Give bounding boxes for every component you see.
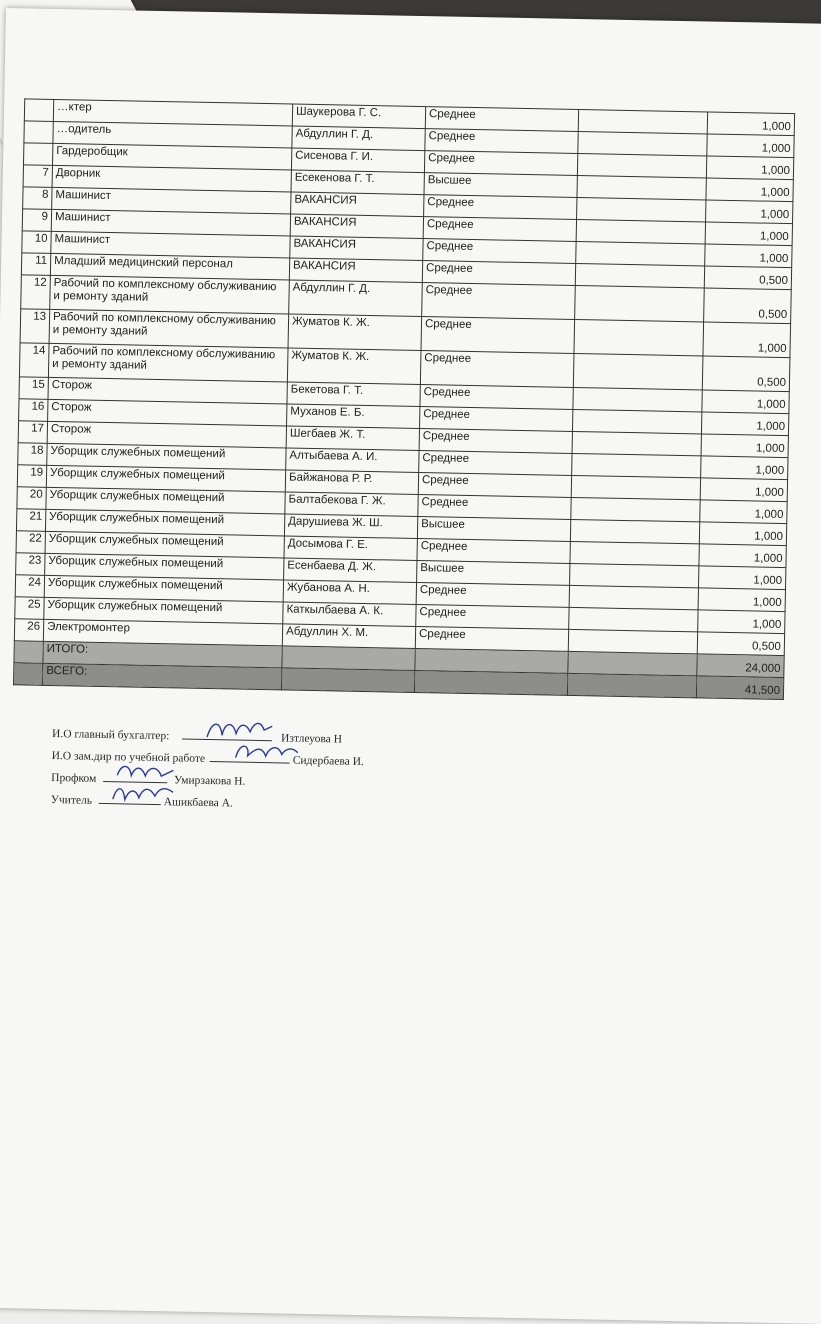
employee-name-cell: Муханов Е. Б. bbox=[287, 404, 420, 429]
education-cell: Среднее bbox=[422, 261, 575, 286]
row-number: 24 bbox=[15, 575, 44, 598]
position-cell: Уборщик служебных помещений bbox=[44, 575, 283, 602]
empty-cell bbox=[571, 497, 700, 521]
rate-cell: 1,000 bbox=[701, 456, 788, 480]
education-cell: Высшее bbox=[417, 560, 570, 585]
education-cell: Среднее bbox=[420, 407, 573, 432]
position-cell: Сторож bbox=[48, 399, 287, 426]
document-page bbox=[0, 8, 821, 1324]
empty-cell bbox=[572, 409, 701, 433]
row-number: 13 bbox=[20, 309, 50, 344]
vsego-empty-cell bbox=[567, 673, 696, 697]
education-cell: Высшее bbox=[424, 173, 577, 198]
employee-name-cell: Досымова Г. Е. bbox=[284, 536, 417, 561]
employee-name-cell: ВАКАНСИЯ bbox=[291, 192, 424, 217]
position-cell: …ктер bbox=[53, 99, 292, 126]
employee-name-cell: Шегбаев Ж. Т. bbox=[286, 426, 419, 451]
position-cell: Рабочий по комплексному обслуживанию и ремонту зданий bbox=[49, 309, 289, 348]
empty-cell bbox=[570, 563, 699, 587]
education-cell: Среднее bbox=[418, 473, 571, 498]
employee-name-cell: ВАКАНСИЯ bbox=[289, 258, 422, 283]
empty-cell bbox=[575, 263, 704, 287]
rate-cell: 1,000 bbox=[703, 322, 791, 358]
accountant-title: И.О главный бухгалтер: bbox=[51, 728, 170, 743]
vsego-label: ВСЕГО: bbox=[43, 663, 282, 690]
empty-cell bbox=[577, 197, 706, 221]
empty-cell bbox=[575, 285, 705, 321]
rate-cell: 1,000 bbox=[701, 434, 788, 458]
rate-cell: 0,500 bbox=[697, 632, 784, 656]
education-cell: Среднее bbox=[425, 129, 578, 154]
signature-block bbox=[51, 722, 365, 816]
education-cell: Среднее bbox=[420, 385, 573, 410]
rate-cell: 1,000 bbox=[699, 544, 786, 568]
employee-name-cell: Есекенова Г. Т. bbox=[291, 170, 424, 195]
employee-name-cell: Сисенова Г. И. bbox=[291, 148, 424, 173]
position-cell: Машинист bbox=[51, 231, 290, 258]
rate-cell: 1,000 bbox=[700, 478, 787, 502]
row-number: 7 bbox=[23, 165, 52, 188]
empty-cell bbox=[568, 629, 697, 653]
education-cell: Среднее bbox=[420, 351, 574, 388]
rate-cell: 1,000 bbox=[706, 156, 793, 180]
empty-cell bbox=[574, 319, 704, 355]
position-cell: Сторож bbox=[48, 377, 287, 404]
position-cell: Уборщик служебных помещений bbox=[45, 531, 284, 558]
row-number: 26 bbox=[14, 619, 43, 642]
empty-cell bbox=[576, 241, 705, 265]
education-cell: Среднее bbox=[419, 451, 572, 476]
row-number: 20 bbox=[17, 487, 46, 510]
empty-cell bbox=[578, 110, 707, 134]
itogo-empty-cell bbox=[282, 646, 415, 671]
education-cell: Среднее bbox=[422, 283, 576, 320]
education-cell: Среднее bbox=[424, 151, 577, 176]
staff-table-body bbox=[14, 99, 794, 656]
education-cell: Среднее bbox=[419, 429, 572, 454]
row-number bbox=[23, 143, 52, 166]
rate-cell: 1,000 bbox=[698, 610, 785, 634]
position-cell: Уборщик служебных помещений bbox=[44, 597, 283, 624]
row-number: 23 bbox=[16, 553, 45, 576]
employee-name-cell: Алтыбаева А. И. bbox=[286, 448, 419, 473]
empty-cell bbox=[569, 585, 698, 609]
teacher-name: Ашикбаева А. bbox=[163, 796, 233, 810]
deputy-title: И.О зам.дир по учебной работе bbox=[51, 750, 206, 765]
employee-name-cell: ВАКАНСИЯ bbox=[290, 214, 423, 239]
row-number: 10 bbox=[22, 231, 51, 254]
education-cell: Среднее bbox=[417, 538, 570, 563]
union-title: Профком bbox=[51, 772, 97, 785]
employee-name-cell: Жуматов К. Ж. bbox=[288, 314, 422, 351]
row-number: 9 bbox=[22, 209, 51, 232]
position-cell: Дворник bbox=[52, 165, 291, 192]
position-cell: Машинист bbox=[51, 209, 290, 236]
vsego-value: 41,500 bbox=[696, 676, 783, 700]
education-cell: Среднее bbox=[416, 582, 569, 607]
education-cell: Среднее bbox=[423, 239, 576, 264]
vsego-empty-cell bbox=[414, 670, 567, 695]
rate-cell: 0,500 bbox=[704, 288, 792, 324]
empty-cell bbox=[570, 519, 699, 543]
itogo-num-cell bbox=[14, 641, 43, 664]
employee-name-cell: Дарушиева Ж. Ш. bbox=[284, 514, 417, 539]
position-cell: Электромонтер bbox=[43, 619, 282, 646]
empty-cell bbox=[577, 154, 706, 178]
row-number: 19 bbox=[17, 465, 46, 488]
position-cell: Уборщик служебных помещений bbox=[46, 487, 285, 514]
education-cell: Среднее bbox=[416, 604, 569, 629]
position-cell: …одитель bbox=[53, 121, 292, 148]
rate-cell: 1,000 bbox=[705, 222, 792, 246]
education-cell: Среднее bbox=[423, 217, 576, 242]
row-number: 16 bbox=[19, 399, 48, 422]
itogo-label: ИТОГО: bbox=[43, 641, 282, 668]
position-cell: Рабочий по комплексному обслуживанию и ремонту зданий bbox=[48, 343, 288, 382]
position-cell: Машинист bbox=[52, 187, 291, 214]
position-cell: Уборщик служебных помещений bbox=[47, 443, 286, 470]
employee-name-cell: Балтабекова Г. Ж. bbox=[285, 492, 418, 517]
employee-name-cell: Бекетова Г. Т. bbox=[287, 382, 420, 407]
rate-cell: 1,000 bbox=[706, 178, 793, 202]
vsego-num-cell bbox=[14, 663, 43, 686]
itogo-value: 24,000 bbox=[697, 654, 784, 678]
rate-cell: 1,000 bbox=[705, 244, 792, 268]
row-number: 14 bbox=[19, 343, 49, 378]
employee-name-cell: Жуматов К. Ж. bbox=[287, 348, 421, 385]
teacher-title: Учитель bbox=[50, 794, 93, 807]
row-number bbox=[24, 121, 53, 144]
empty-cell bbox=[572, 453, 701, 477]
union-name: Умирзакова Н. bbox=[173, 774, 246, 788]
position-cell: Уборщик служебных помещений bbox=[46, 465, 285, 492]
itogo-empty-cell bbox=[568, 651, 697, 675]
staff-table bbox=[13, 98, 795, 700]
row-number: 25 bbox=[15, 597, 44, 620]
empty-cell bbox=[572, 431, 701, 455]
row-number: 17 bbox=[18, 421, 47, 444]
rate-cell: 1,000 bbox=[699, 522, 786, 546]
row-number bbox=[24, 99, 53, 122]
rate-cell: 1,000 bbox=[707, 112, 794, 136]
rate-cell: 1,000 bbox=[701, 412, 788, 436]
row-number: 11 bbox=[21, 253, 50, 276]
handwritten-signature bbox=[109, 779, 180, 810]
employee-name-cell: Каткылбаева А. К. bbox=[283, 602, 416, 627]
empty-cell bbox=[569, 607, 698, 631]
education-cell: Среднее bbox=[421, 317, 575, 354]
handwritten-signature bbox=[231, 737, 302, 768]
position-cell: Гардеробщик bbox=[52, 143, 291, 170]
employee-name-cell: Абдуллин Г. Д. bbox=[292, 126, 425, 151]
row-number: 12 bbox=[21, 275, 51, 310]
teacher-signature-line bbox=[51, 788, 364, 816]
employee-name-cell: Шаукерова Г. С. bbox=[292, 104, 425, 129]
education-cell: Среднее bbox=[418, 495, 571, 520]
position-cell: Рабочий по комплексному обслуживанию и ремонту зданий bbox=[50, 275, 290, 314]
rate-cell: 1,000 bbox=[700, 500, 787, 524]
education-cell: Высшее bbox=[417, 516, 570, 541]
accountant-name: Изтлеуова Н bbox=[280, 732, 343, 746]
employee-name-cell: Абдуллин Г. Д. bbox=[289, 280, 423, 317]
education-cell: Среднее bbox=[425, 107, 578, 132]
rate-cell: 1,000 bbox=[698, 566, 785, 590]
rate-cell: 0,500 bbox=[702, 356, 790, 392]
empty-cell bbox=[578, 132, 707, 156]
employee-name-cell: Жубанова А. Н. bbox=[283, 580, 416, 605]
empty-cell bbox=[571, 475, 700, 499]
position-cell: Сторож bbox=[47, 421, 286, 448]
empty-cell bbox=[576, 219, 705, 243]
education-cell: Среднее bbox=[415, 626, 568, 651]
position-cell: Уборщик служебных помещений bbox=[45, 509, 284, 536]
row-number: 15 bbox=[19, 377, 48, 400]
empty-cell bbox=[577, 176, 706, 200]
rate-cell: 1,000 bbox=[707, 134, 794, 158]
rate-cell: 0,500 bbox=[704, 266, 791, 290]
employee-name-cell: Байжанова Р. Р. bbox=[285, 470, 418, 495]
position-cell: Уборщик служебных помещений bbox=[45, 553, 284, 580]
empty-cell bbox=[573, 353, 703, 389]
rate-cell: 1,000 bbox=[698, 588, 785, 612]
deputy-name: Сидербаева И. bbox=[292, 754, 364, 769]
empty-cell bbox=[573, 387, 702, 411]
rate-cell: 1,000 bbox=[702, 390, 789, 414]
position-cell: Младший медицинский персонал bbox=[50, 253, 289, 280]
education-cell: Среднее bbox=[424, 195, 577, 220]
employee-name-cell: ВАКАНСИЯ bbox=[290, 236, 423, 261]
itogo-empty-cell bbox=[415, 648, 568, 673]
vsego-empty-cell bbox=[281, 668, 414, 693]
row-number: 8 bbox=[23, 187, 52, 210]
rate-cell: 1,000 bbox=[706, 200, 793, 224]
employee-name-cell: Абдуллин Х. М. bbox=[282, 624, 415, 649]
empty-cell bbox=[570, 541, 699, 565]
row-number: 21 bbox=[16, 509, 45, 532]
row-number: 18 bbox=[18, 443, 47, 466]
row-number: 22 bbox=[16, 531, 45, 554]
employee-name-cell: Есенбаева Д. Ж. bbox=[284, 558, 417, 583]
